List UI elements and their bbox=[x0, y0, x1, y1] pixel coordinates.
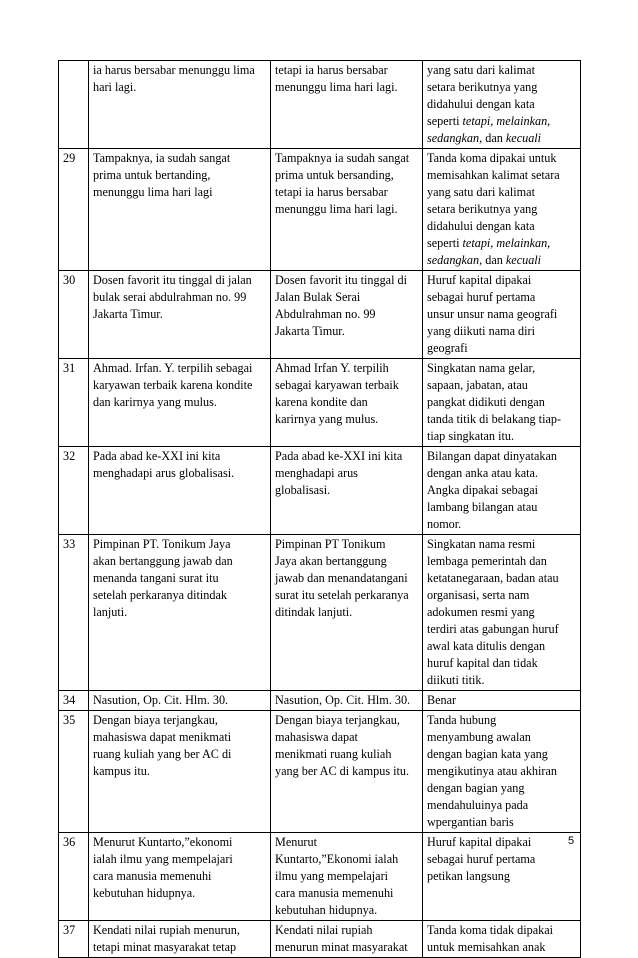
row-number: 30 bbox=[63, 273, 76, 287]
row-number: 36 bbox=[63, 835, 76, 849]
original-sentence-cell bbox=[89, 833, 271, 921]
corrected-sentence-cell bbox=[271, 833, 423, 921]
original-sentence-cell bbox=[89, 711, 271, 833]
table-row bbox=[59, 921, 581, 958]
cell-line: menanda tangani surat itu bbox=[93, 571, 219, 585]
cell-line: tetapi ia harus bersabar bbox=[275, 63, 388, 77]
table-row bbox=[59, 149, 581, 271]
cell-line: setara berikutnya yang bbox=[427, 80, 538, 94]
cell-line: Jaya akan bertanggung bbox=[275, 554, 387, 568]
cell-line: setelah perkaranya ditindak bbox=[93, 588, 228, 602]
cell-line: menyambung awalan bbox=[427, 730, 531, 744]
row-number: 32 bbox=[63, 449, 76, 463]
corrected-sentence-cell bbox=[271, 711, 423, 833]
cell-line: tetapi minat masyarakat tetap bbox=[93, 940, 237, 954]
cell-line: kebutuhan hidupnya. bbox=[275, 903, 378, 917]
cell-line: tetapi ia harus bersabar bbox=[275, 185, 388, 199]
original-sentence-cell bbox=[89, 359, 271, 447]
cell-line: mahasiswa dapat menikmati bbox=[93, 730, 232, 744]
original-sentence-cell bbox=[89, 149, 271, 271]
cell-line: Dosen favorit itu tinggal di jalan bbox=[93, 273, 252, 287]
cell-line: hari lagi. bbox=[93, 80, 137, 94]
cell-line: surat itu setelah perkaranya bbox=[275, 588, 409, 602]
cell-line: Ahmad. Irfan. Y. terpilih sebagai bbox=[93, 361, 253, 375]
cell-line: Dengan biaya terjangkau, bbox=[93, 713, 218, 727]
cell-line: dengan bagian kata yang bbox=[427, 747, 548, 761]
explanation-cell bbox=[423, 535, 581, 691]
cell-line: mahasiswa dapat bbox=[275, 730, 358, 744]
cell-line: Angka dipakai sebagai bbox=[427, 483, 539, 497]
row-number: 33 bbox=[63, 537, 76, 551]
cell-line: sedangkan, dan kecuali bbox=[427, 131, 542, 145]
corrected-sentence-cell bbox=[271, 359, 423, 447]
cell-line: setara berikutnya yang bbox=[427, 202, 538, 216]
cell-line: Nasution, Op. Cit. Hlm. 30. bbox=[93, 693, 229, 707]
cell-line: tiap singkatan itu. bbox=[427, 429, 514, 443]
explanation-cell bbox=[423, 833, 581, 921]
cell-line: unsur unsur nama geografi bbox=[427, 307, 558, 321]
table-row bbox=[59, 359, 581, 447]
cell-line: Tanda koma dipakai untuk bbox=[427, 151, 557, 165]
cell-line: prima untuk bertanding, bbox=[93, 168, 211, 182]
cell-line: Tanda koma tidak dipakai bbox=[427, 923, 554, 937]
row-number-cell bbox=[59, 149, 89, 271]
cell-line: yang ber AC di kampus itu. bbox=[275, 764, 410, 778]
cell-line: bulak serai abdulrahman no. 99 bbox=[93, 290, 247, 304]
cell-line: memisahkan kalimat setara bbox=[427, 168, 560, 182]
row-number: 37 bbox=[63, 923, 76, 937]
cell-line: seperti tetapi, melainkan, bbox=[427, 236, 551, 250]
explanation-cell bbox=[423, 149, 581, 271]
cell-line: Jakarta Timur. bbox=[275, 324, 345, 338]
row-number-cell bbox=[59, 271, 89, 359]
cell-line: sapaan, jabatan, atau bbox=[427, 378, 528, 392]
cell-line: petikan langsung bbox=[427, 869, 510, 883]
table-body bbox=[59, 61, 581, 958]
cell-line: dengan anka atau kata. bbox=[427, 466, 538, 480]
original-sentence-cell bbox=[89, 61, 271, 149]
table-row bbox=[59, 61, 581, 149]
cell-line: Pada abad ke-XXI ini kita bbox=[93, 449, 221, 463]
cell-line: sebagai huruf pertama bbox=[427, 290, 536, 304]
page-number: 5 bbox=[568, 835, 575, 847]
cell-line: tanda titik di belakang tiap- bbox=[427, 412, 562, 426]
cell-line: yang satu dari kalimat bbox=[427, 185, 535, 199]
row-number-cell bbox=[59, 535, 89, 691]
cell-line: Huruf kapital dipakai bbox=[427, 835, 532, 849]
cell-line: Dengan biaya terjangkau, bbox=[275, 713, 400, 727]
cell-line: didahului dengan kata bbox=[427, 97, 535, 111]
cell-line: huruf kapital dan tidak bbox=[427, 656, 538, 670]
table-row bbox=[59, 833, 581, 921]
cell-line: kampus itu. bbox=[93, 764, 150, 778]
cell-line: Singkatan nama gelar, bbox=[427, 361, 536, 375]
cell-line: mendahuluinya pada bbox=[427, 798, 529, 812]
cell-line: menunggu lima hari lagi. bbox=[275, 80, 398, 94]
corrected-sentence-cell bbox=[271, 691, 423, 711]
cell-line: menunggu lima hari lagi bbox=[93, 185, 213, 199]
row-number-cell bbox=[59, 921, 89, 958]
cell-line: untuk memisahkan anak bbox=[427, 940, 546, 954]
cell-line: geografi bbox=[427, 341, 468, 355]
row-number-cell bbox=[59, 447, 89, 535]
original-sentence-cell bbox=[89, 535, 271, 691]
cell-line: Pimpinan PT Tonikum bbox=[275, 537, 386, 551]
cell-line: Dosen favorit itu tinggal di bbox=[275, 273, 408, 287]
cell-line: globalisasi. bbox=[275, 483, 331, 497]
cell-line: karirnya yang mulus. bbox=[275, 412, 379, 426]
cell-line: menghadapi arus globalisasi. bbox=[93, 466, 235, 480]
cell-line: Huruf kapital dipakai bbox=[427, 273, 532, 287]
cell-line: kebutuhan hidupnya. bbox=[93, 886, 196, 900]
cell-line: karyawan terbaik karena kondite bbox=[93, 378, 253, 392]
explanation-cell bbox=[423, 271, 581, 359]
cell-line: seperti tetapi, melainkan, bbox=[427, 114, 551, 128]
original-sentence-cell bbox=[89, 921, 271, 958]
table-row bbox=[59, 535, 581, 691]
cell-line: wpergantian baris bbox=[427, 815, 514, 829]
cell-line: prima untuk bersanding, bbox=[275, 168, 394, 182]
cell-line: cara manusia memenuhi bbox=[93, 869, 212, 883]
corrected-sentence-cell bbox=[271, 149, 423, 271]
cell-line: sebagai karyawan terbaik bbox=[275, 378, 399, 392]
cell-line: menghadapi arus bbox=[275, 466, 358, 480]
row-number: 29 bbox=[63, 151, 76, 165]
cell-line: jawab dan menandatangani bbox=[275, 571, 408, 585]
cell-line: sebagai huruf pertama bbox=[427, 852, 536, 866]
cell-line: Bilangan dapat dinyatakan bbox=[427, 449, 557, 463]
row-number: 34 bbox=[63, 693, 76, 707]
corrected-sentence-cell bbox=[271, 271, 423, 359]
original-sentence-cell bbox=[89, 691, 271, 711]
original-sentence-cell bbox=[89, 271, 271, 359]
cell-line: lembaga pemerintah dan bbox=[427, 554, 547, 568]
cell-line: Tampaknya, ia sudah sangat bbox=[93, 151, 231, 165]
table-row bbox=[59, 271, 581, 359]
cell-line: diikuti titik. bbox=[427, 673, 485, 687]
cell-line: ketatanegaraan, badan atau bbox=[427, 571, 559, 585]
cell-line: dan karirnya yang mulus. bbox=[93, 395, 217, 409]
explanation-cell bbox=[423, 447, 581, 535]
cell-line: Menurut Kuntarto,”ekonomi bbox=[93, 835, 233, 849]
row-number: 31 bbox=[63, 361, 76, 375]
cell-line: nomor. bbox=[427, 517, 462, 531]
row-number-cell bbox=[59, 359, 89, 447]
correction-table bbox=[58, 60, 581, 958]
cell-line: ilmu yang mempelajari bbox=[275, 869, 389, 883]
original-sentence-cell bbox=[89, 447, 271, 535]
cell-line: ialah ilmu yang mempelajari bbox=[93, 852, 233, 866]
cell-line: Pada abad ke-XXI ini kita bbox=[275, 449, 403, 463]
cell-line: Kuntarto,”Ekonomi ialah bbox=[275, 852, 399, 866]
corrected-sentence-cell bbox=[271, 447, 423, 535]
cell-line: terdiri atas gabungan huruf bbox=[427, 622, 559, 636]
cell-line: dengan bagian yang bbox=[427, 781, 525, 795]
row-number-cell bbox=[59, 691, 89, 711]
corrected-sentence-cell bbox=[271, 535, 423, 691]
explanation-cell bbox=[423, 711, 581, 833]
table-row bbox=[59, 691, 581, 711]
cell-line: Nasution, Op. Cit. Hlm. 30. bbox=[275, 693, 411, 707]
cell-line: Jalan Bulak Serai bbox=[275, 290, 361, 304]
cell-line: ia harus bersabar menunggu lima bbox=[93, 63, 255, 77]
cell-line: lambang bilangan atau bbox=[427, 500, 538, 514]
cell-line: Abdulrahman no. 99 bbox=[275, 307, 376, 321]
cell-line: organisasi, serta nam bbox=[427, 588, 530, 602]
explanation-cell bbox=[423, 61, 581, 149]
cell-line: yang diikuti nama diri bbox=[427, 324, 535, 338]
cell-line: mengikutinya atau akhiran bbox=[427, 764, 557, 778]
cell-line: Kendati nilai rupiah bbox=[275, 923, 373, 937]
cell-line: awal kata ditulis dengan bbox=[427, 639, 546, 653]
cell-line: Benar bbox=[427, 693, 457, 707]
explanation-cell bbox=[423, 921, 581, 958]
cell-line: yang satu dari kalimat bbox=[427, 63, 535, 77]
row-number-cell bbox=[59, 833, 89, 921]
cell-line: Pimpinan PT. Tonikum Jaya bbox=[93, 537, 231, 551]
cell-line: lanjuti. bbox=[93, 605, 128, 619]
cell-line: pangkat didikuti dengan bbox=[427, 395, 545, 409]
cell-line: menunggu lima hari lagi. bbox=[275, 202, 398, 216]
cell-line: Tampaknya ia sudah sangat bbox=[275, 151, 410, 165]
cell-line: menikmati ruang kuliah bbox=[275, 747, 392, 761]
explanation-cell bbox=[423, 691, 581, 711]
corrected-sentence-cell bbox=[271, 921, 423, 958]
cell-line: Jakarta Timur. bbox=[93, 307, 163, 321]
row-number-cell bbox=[59, 61, 89, 149]
cell-line: Singkatan nama resmi bbox=[427, 537, 536, 551]
cell-line: akan bertanggung jawab dan bbox=[93, 554, 233, 568]
cell-line: cara manusia memenuhi bbox=[275, 886, 394, 900]
cell-line: ditindak lanjuti. bbox=[275, 605, 353, 619]
cell-line: sedangkan, dan kecuali bbox=[427, 253, 542, 267]
cell-line: Kendati nilai rupiah menurun, bbox=[93, 923, 240, 937]
cell-line: ruang kuliah yang ber AC di bbox=[93, 747, 232, 761]
table-row bbox=[59, 711, 581, 833]
cell-line: Menurut bbox=[275, 835, 317, 849]
cell-line: karena kondite dan bbox=[275, 395, 368, 409]
cell-line: menurun minat masyarakat bbox=[275, 940, 408, 954]
row-number: 35 bbox=[63, 713, 76, 727]
cell-line: Ahmad Irfan Y. terpilih bbox=[275, 361, 389, 375]
cell-line: didahului dengan kata bbox=[427, 219, 535, 233]
table-row bbox=[59, 447, 581, 535]
cell-line: adokumen resmi yang bbox=[427, 605, 535, 619]
explanation-cell bbox=[423, 359, 581, 447]
row-number-cell bbox=[59, 711, 89, 833]
corrected-sentence-cell bbox=[271, 61, 423, 149]
cell-line: Tanda hubung bbox=[427, 713, 497, 727]
